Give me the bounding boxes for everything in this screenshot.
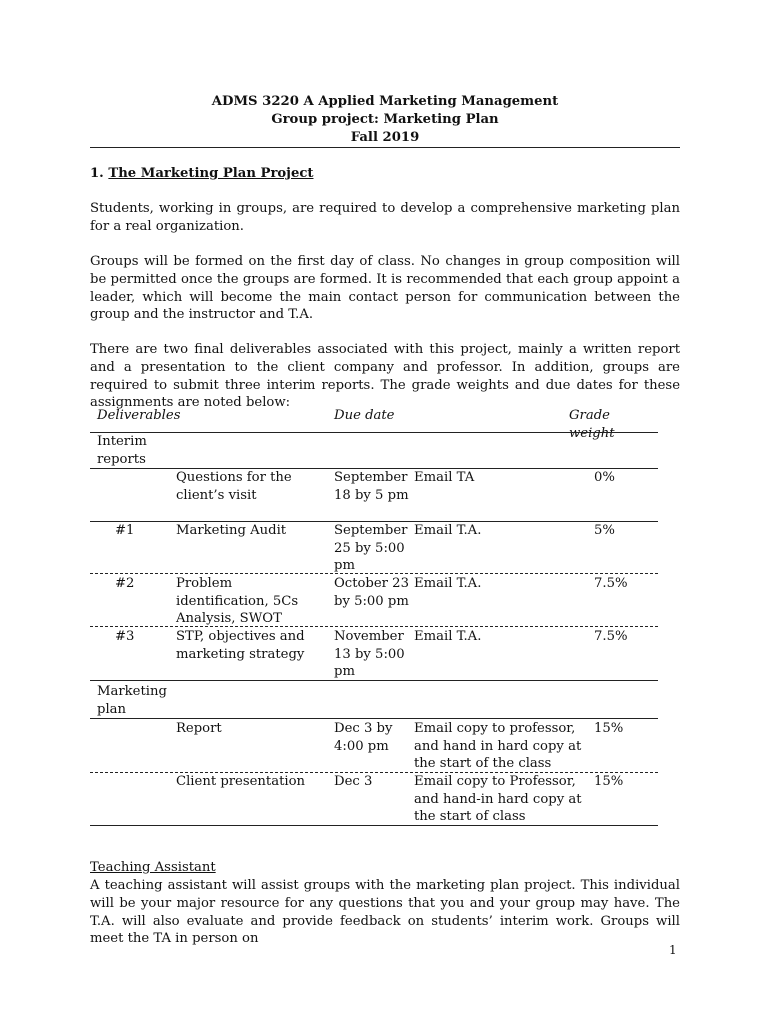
row-submission: Email copy to Professor, and hand-in hard copy at the start of class xyxy=(414,774,582,824)
term: Fall 2019 xyxy=(350,130,420,145)
row-item: STP, objectives and marketing strategy xyxy=(176,629,305,662)
table-rule xyxy=(90,680,658,681)
row-due: Dec 3 by 4:00 pm xyxy=(334,721,393,754)
teaching-assistant-heading: Teaching Assistant xyxy=(90,860,216,875)
header-due-date: Due date xyxy=(334,408,395,423)
page-number: 1 xyxy=(669,943,677,957)
group-label-marketing-plan: Marketing plan xyxy=(97,684,167,717)
row-submission: Email TA xyxy=(414,470,475,485)
section-title: The Marketing Plan Project xyxy=(108,166,314,181)
row-due: November 13 by 5:00 pm xyxy=(334,629,405,679)
table-rule xyxy=(90,825,658,826)
project-title: Group project: Marketing Plan xyxy=(271,112,499,127)
row-item: Problem identification, 5Cs Analysis, SWOT xyxy=(176,576,299,626)
section-heading xyxy=(90,166,313,181)
row-due: September 25 by 5:00 pm xyxy=(334,523,408,573)
row-weight: 15% xyxy=(594,721,624,736)
row-due: Dec 3 xyxy=(334,774,373,789)
row-submission: Email copy to professor, and hand in hard copy at the start of the class xyxy=(414,721,582,771)
row-submission: Email T.A. xyxy=(414,576,482,591)
course-title: ADMS 3220 A Applied Marketing Management xyxy=(211,94,559,109)
title-divider xyxy=(90,147,680,148)
row-weight: 7.5% xyxy=(594,629,628,644)
row-item: Report xyxy=(176,721,222,736)
row-item: Questions for the client’s visit xyxy=(176,470,292,503)
row-weight: 7.5% xyxy=(594,576,628,591)
row-item: Client presentation xyxy=(176,774,306,789)
row-submission: Email T.A. xyxy=(414,523,482,538)
paragraph-intro: Students, working in groups, are required to develop a comprehensive marketing plan for a real organization. xyxy=(90,201,680,234)
row-due: October 23 by 5:00 pm xyxy=(334,576,409,609)
section-number: 1. xyxy=(90,166,104,181)
table-rule xyxy=(90,573,658,574)
row-item: Marketing Audit xyxy=(176,523,287,538)
teaching-assistant-paragraph: A teaching assistant will assist groups with the marketing plan project. This individual will be your major resource for any questions that you and your group may have. The T.A. will also evaluate and provide feedback on students’ interim work. Groups will meet the TA in person on xyxy=(90,878,680,947)
row-weight: 15% xyxy=(594,774,624,789)
table-rule xyxy=(90,718,658,719)
row-submission: Email T.A. xyxy=(414,629,482,644)
paragraph-groups: Groups will be formed on the first day of class. No changes in group composition will be permitted once the groups are formed. It is recommended that each group appoint a leader, which will become the main contact person for communication between the group and the instructor and T.A. xyxy=(90,254,680,323)
row-weight: 5% xyxy=(594,523,615,538)
group-label-interim: Interim reports xyxy=(97,434,147,467)
header-grade-weight: Grade weight xyxy=(569,408,615,441)
row-number: #2 xyxy=(115,576,135,591)
row-weight: 0% xyxy=(594,470,615,485)
row-number: #1 xyxy=(115,523,135,538)
table-rule xyxy=(90,626,658,627)
paragraph-deliverables: There are two final deliverables associated with this project, mainly a written report and a presentation to the client company and professor. In addition, groups are required to submit three interim reports. The grade weights and due dates for these assignments are noted below: xyxy=(90,342,680,411)
header-deliverables: Deliverables xyxy=(97,408,181,423)
row-due: September 18 by 5 pm xyxy=(334,470,409,503)
table-rule xyxy=(90,432,658,433)
row-number: #3 xyxy=(115,629,135,644)
document-title xyxy=(90,93,680,147)
